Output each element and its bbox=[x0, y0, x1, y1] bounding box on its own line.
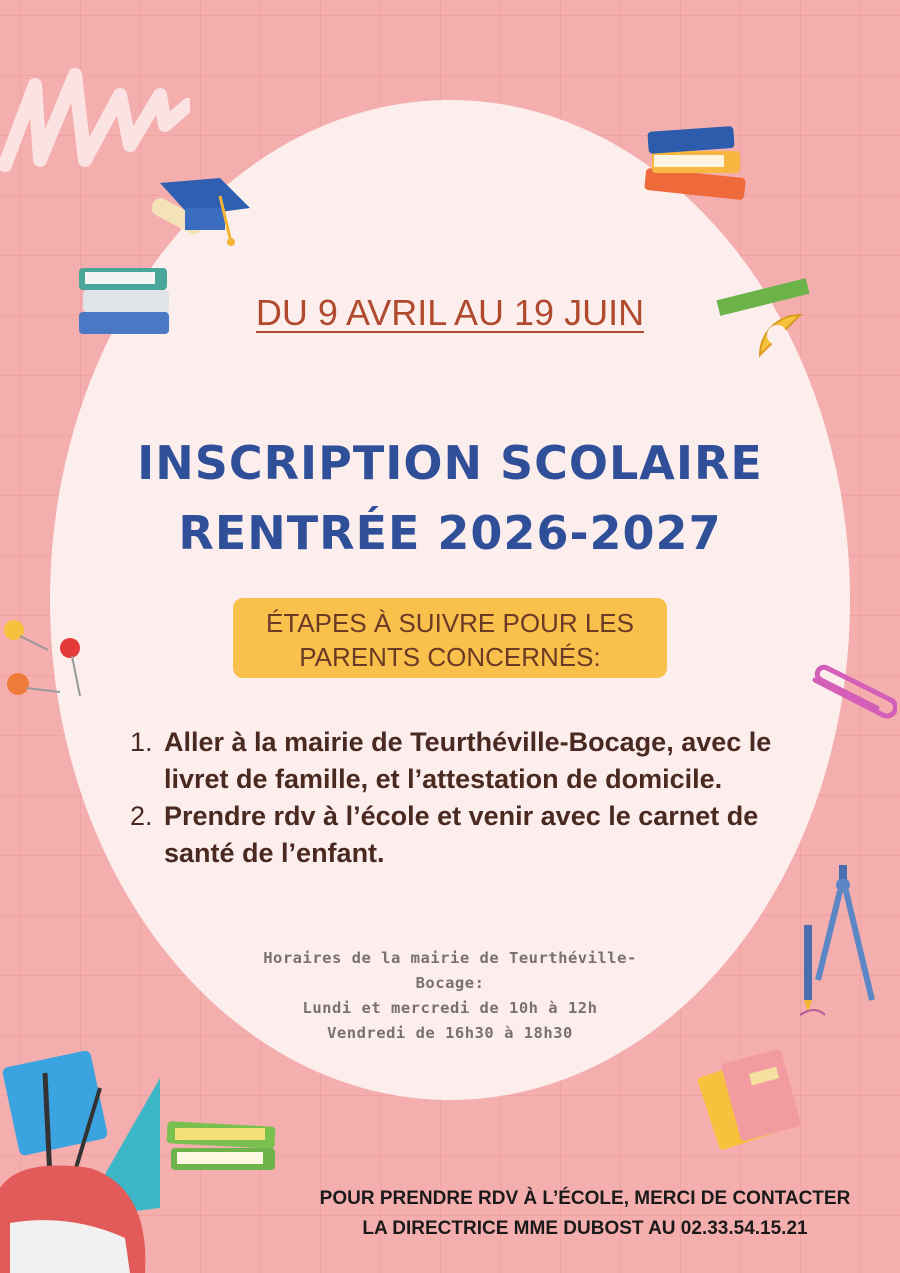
step-number: 2. bbox=[130, 801, 153, 831]
step-text: Aller à la mairie de Teurthéville-Bocage, avec le livret de famille, et l’attestation de domicile. bbox=[164, 727, 772, 794]
step-number: 1. bbox=[130, 727, 153, 757]
title-line-1: INSCRIPTION SCOLAIRE bbox=[137, 436, 763, 490]
scribble-icon bbox=[0, 65, 190, 175]
graduation-cap-icon bbox=[145, 168, 255, 263]
list-item bbox=[130, 724, 780, 798]
books-stack-icon bbox=[165, 1118, 283, 1178]
contact-line-1: POUR PRENDRE RDV À L’ÉCOLE, MERCI DE CONTACTER bbox=[319, 1188, 851, 1209]
mairie-hours bbox=[220, 946, 680, 1046]
books-stack-icon bbox=[640, 125, 755, 215]
push-pins-icon bbox=[0, 618, 95, 703]
contact-line-2: LA DIRECTRICE MME DUBOST AU 02.33.54.15.21 bbox=[362, 1218, 808, 1239]
date-range: DU 9 AVRIL AU 19 JUIN bbox=[255, 292, 645, 333]
title-line-2: RENTRÉE 2026-2027 bbox=[178, 506, 722, 560]
hours-line-1: Lundi et mercredi de 10h à 12h bbox=[302, 999, 598, 1017]
notebooks-icon bbox=[695, 1045, 805, 1150]
contact-info bbox=[280, 1184, 890, 1244]
paper-clip-icon bbox=[805, 660, 897, 730]
badge-line-2: PARENTS CONCERNÉS: bbox=[299, 642, 601, 672]
steps-badge bbox=[233, 598, 667, 678]
hours-title-2: Bocage: bbox=[415, 974, 485, 992]
list-item bbox=[130, 798, 780, 872]
backpack-icon bbox=[0, 1048, 170, 1273]
badge-line-1: ÉTAPES À SUIVRE POUR LES bbox=[266, 608, 634, 638]
hours-title-1: Horaires de la mairie de Teurthéville- bbox=[263, 949, 637, 967]
step-text: Prendre rdv à l’école et venir avec le carnet de santé de l’enfant. bbox=[164, 801, 759, 868]
steps-list bbox=[130, 724, 780, 872]
hours-line-2: Vendredi de 16h30 à 18h30 bbox=[327, 1024, 573, 1042]
compass-icon bbox=[790, 865, 880, 1020]
